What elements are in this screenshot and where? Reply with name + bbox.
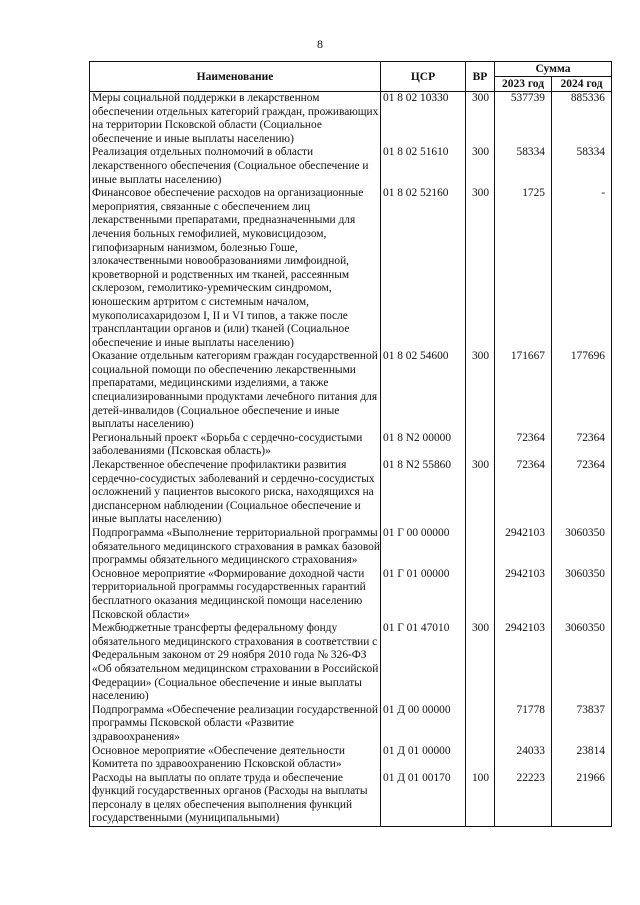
table-header xyxy=(90,62,612,92)
row-sum-2024: 177696 xyxy=(552,350,612,432)
row-csr: 01 8 02 10330 xyxy=(381,92,466,147)
row-csr: 01 Д 01 00000 xyxy=(381,745,466,772)
row-sum-2024: 3060350 xyxy=(552,622,612,704)
header-name: Наименование xyxy=(90,62,381,92)
row-name: Меры социальной поддержки в лекарственном обеспечении отдельных категорий граждан, проживающих на территории Псковской области (Социальное обеспечение и иные выплаты населению) xyxy=(90,92,381,147)
table-row xyxy=(90,527,612,568)
row-sum-2024: 72364 xyxy=(552,459,612,527)
row-sum-2023: 71778 xyxy=(495,704,552,745)
row-sum-2024: 885336 xyxy=(552,92,612,147)
row-csr: 01 Г 01 47010 xyxy=(381,622,466,704)
row-vr: 300 xyxy=(466,622,495,704)
row-sum-2024: 23814 xyxy=(552,745,612,772)
budget-table xyxy=(89,61,612,827)
row-sum-2023: 1725 xyxy=(495,187,552,350)
row-sum-2023: 72364 xyxy=(495,432,552,459)
table-row xyxy=(90,704,612,745)
table-row xyxy=(90,745,612,772)
page-number: 8 xyxy=(317,37,323,51)
row-vr: 300 xyxy=(466,146,495,187)
row-csr: 01 8 N2 55860 xyxy=(381,459,466,527)
table-row xyxy=(90,92,612,147)
row-sum-2023: 58334 xyxy=(495,146,552,187)
row-sum-2024: 3060350 xyxy=(552,527,612,568)
table-row xyxy=(90,350,612,432)
row-vr: 300 xyxy=(466,350,495,432)
row-name: Основное мероприятие «Формирование доходной части территориальной программы государственных гарантий бесплатного оказания медицинской помощи населению Псковской области» xyxy=(90,568,381,622)
row-csr: 01 8 02 52160 xyxy=(381,187,466,350)
row-csr: 01 8 02 51610 xyxy=(381,146,466,187)
table-row xyxy=(90,432,612,459)
table-row xyxy=(90,459,612,527)
row-sum-2024: 72364 xyxy=(552,432,612,459)
row-name: Расходы на выплаты по оплате труда и обеспечение функций государственных органов (Расходы на выплаты персоналу в целях обеспечения выполнения функций государственными (муниципальными) xyxy=(90,772,381,827)
row-csr: 01 8 02 54600 xyxy=(381,350,466,432)
header-year-2024: 2024 год xyxy=(552,77,612,92)
row-sum-2024: - xyxy=(552,187,612,350)
row-name: Лекарственное обеспечение профилактики развития сердечно-сосудистых заболеваний и сердечно-сосудистых осложнений у пациентов высокого риска, находящихся на диспансерном наблюдении (Социальное обеспечение и иные выплаты населению) xyxy=(90,459,381,527)
row-csr: 01 Г 01 00000 xyxy=(381,568,466,622)
row-vr xyxy=(466,745,495,772)
table-row xyxy=(90,146,612,187)
header-vr: ВР xyxy=(466,62,495,92)
header-sum: Сумма xyxy=(495,62,612,77)
row-vr xyxy=(466,527,495,568)
table-row xyxy=(90,568,612,622)
row-vr: 100 xyxy=(466,772,495,827)
row-sum-2023: 24033 xyxy=(495,745,552,772)
row-name: Региональный проект «Борьба с сердечно-сосудистыми заболеваниями (Псковская область)» xyxy=(90,432,381,459)
row-sum-2024: 73837 xyxy=(552,704,612,745)
row-vr: 300 xyxy=(466,92,495,147)
row-vr: 300 xyxy=(466,187,495,350)
row-sum-2024: 3060350 xyxy=(552,568,612,622)
table-row xyxy=(90,622,612,704)
row-csr: 01 8 N2 00000 xyxy=(381,432,466,459)
row-vr xyxy=(466,568,495,622)
row-csr: 01 Д 01 00170 xyxy=(381,772,466,827)
row-name: Финансовое обеспечение расходов на организационные мероприятия, связанные с обеспечением лиц лекарственными препаратами, предназначенными для лечения больных гемофилией, муковисцидозом, гипофизарным нанизмом, болезнью Гоше, злокачественными новообразованиями лимфоидной, кроветворной и родственных им тканей, рассеянным склерозом, гемолитико-уремическим синдромом, юношеским артритом с системным началом, мукополисахаридозом I, II и VI типов, а также после трансплантации органов и (или) тканей (Социальное обеспечение и иные выплаты населению) xyxy=(90,187,381,350)
row-vr xyxy=(466,432,495,459)
row-name: Подпрограмма «Обеспечение реализации государственной программы Псковской области «Развитие здравоохранения» xyxy=(90,704,381,745)
row-sum-2023: 72364 xyxy=(495,459,552,527)
header-year-2023: 2023 год xyxy=(495,77,552,92)
row-sum-2023: 22223 xyxy=(495,772,552,827)
row-csr: 01 Д 00 00000 xyxy=(381,704,466,745)
row-vr xyxy=(466,704,495,745)
row-sum-2024: 58334 xyxy=(552,146,612,187)
row-name: Реализация отдельных полномочий в области лекарственного обеспечения (Социальное обеспечение и иные выплаты населению) xyxy=(90,146,381,187)
row-sum-2024: 21966 xyxy=(552,772,612,827)
table-row xyxy=(90,772,612,827)
row-name: Оказание отдельным категориям граждан государственной социальной помощи по обеспечению лекарственными препаратами, медицинскими изделиями, а также специализированными продуктами лечебного питания для детей-инвалидов (Социальное обеспечение и иные выплаты населению) xyxy=(90,350,381,432)
row-sum-2023: 2942103 xyxy=(495,527,552,568)
row-sum-2023: 2942103 xyxy=(495,568,552,622)
table-row xyxy=(90,187,612,350)
row-name: Основное мероприятие «Обеспечение деятельности Комитета по здравоохранению Псковской области» xyxy=(90,745,381,772)
row-sum-2023: 171667 xyxy=(495,350,552,432)
header-csr: ЦСР xyxy=(381,62,466,92)
table-body xyxy=(90,92,612,827)
row-vr: 300 xyxy=(466,459,495,527)
row-csr: 01 Г 00 00000 xyxy=(381,527,466,568)
row-name: Подпрограмма «Выполнение территориальной программы обязательного медицинского страхования в рамках базовой программы обязательного медицинского страхования» xyxy=(90,527,381,568)
row-sum-2023: 2942103 xyxy=(495,622,552,704)
row-name: Межбюджетные трансферты федеральному фонду обязательного медицинского страхования в соответствии с Федеральным законом от 29 ноября 2010 года № 326-ФЗ «Об обязательном медицинском страховании в Российской Федерации» (Социальное обеспечение и иные выплаты населению) xyxy=(90,622,381,704)
row-sum-2023: 537739 xyxy=(495,92,552,147)
